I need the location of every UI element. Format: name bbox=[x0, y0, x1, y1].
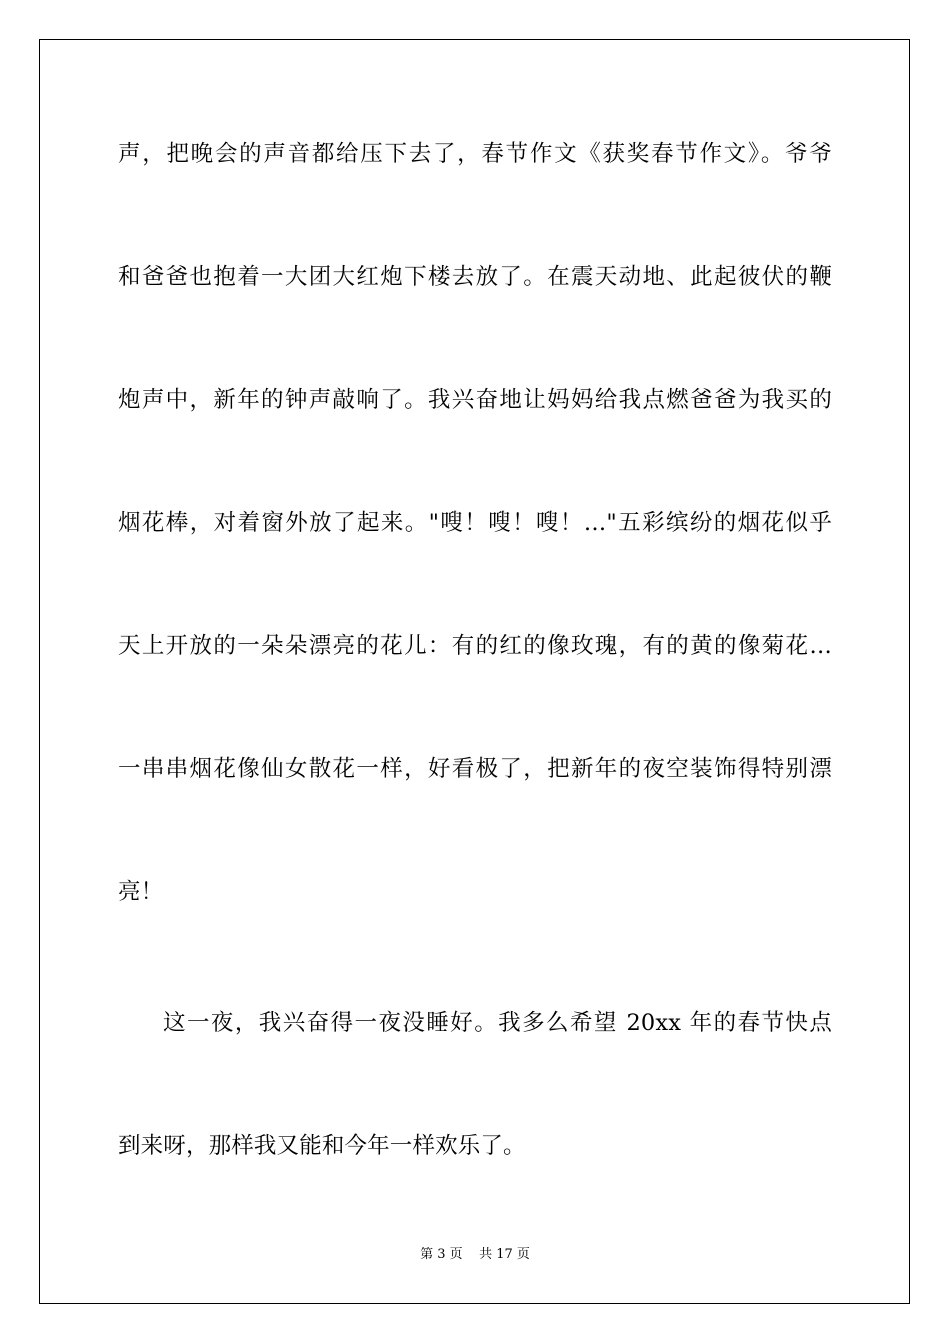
paragraph-2-line-1: 这一夜，我兴奋得一夜没睡好。我多么希望 20xx 年的春节快点 bbox=[163, 1010, 832, 1036]
body-line-1: 声，把晚会的声音都给压下去了，春节作文《获奖春节作文》。爷爷 bbox=[118, 141, 832, 167]
body-line-7: 亮！ bbox=[118, 879, 164, 905]
body-line-2: 和爸爸也抱着一大团大红炮下楼去放了。在震天动地、此起彼伏的鞭 bbox=[118, 264, 832, 290]
body-line-5: 天上开放的一朵朵漂亮的花儿：有的红的像玫瑰，有的黄的像菊花… bbox=[118, 633, 832, 659]
paragraph-2-line-2: 到来呀，那样我又能和今年一样欢乐了。 bbox=[118, 1133, 526, 1159]
body-line-6: 一串串烟花像仙女散花一样，好看极了，把新年的夜空装饰得特别漂 bbox=[118, 756, 832, 782]
page-number-footer: 第 3 页 共 17 页 bbox=[420, 1247, 530, 1262]
body-line-3: 炮声中，新年的钟声敲响了。我兴奋地让妈妈给我点燃爸爸为我买的 bbox=[118, 387, 832, 413]
page-border bbox=[39, 39, 910, 1304]
body-line-4: 烟花棒，对着窗外放了起来。"嗖！嗖！嗖！…"五彩缤纷的烟花似乎 bbox=[118, 510, 832, 536]
